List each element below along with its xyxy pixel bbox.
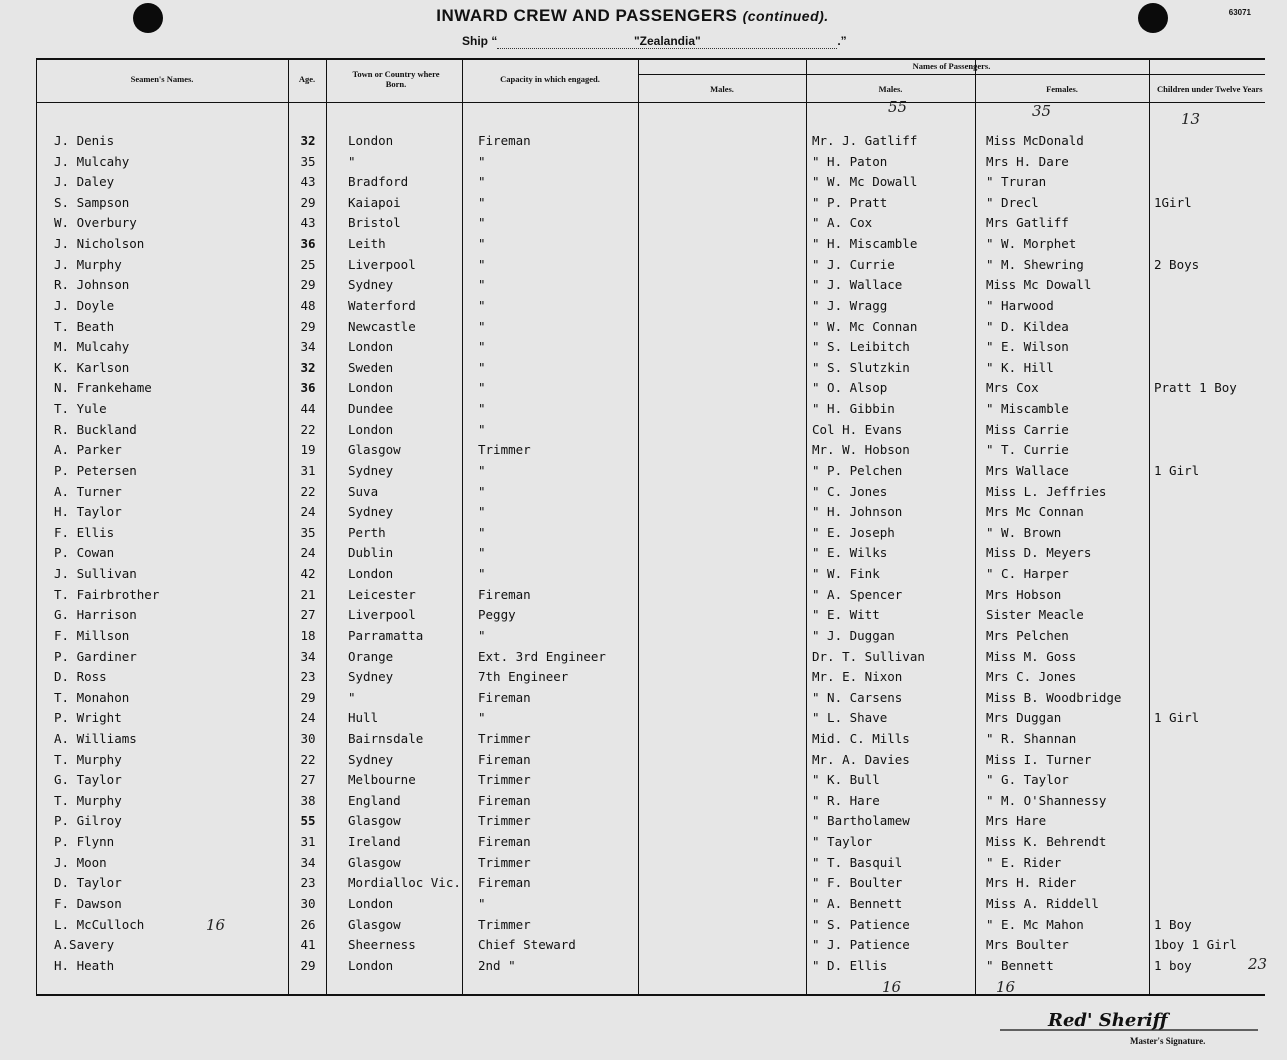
seaman-name: H. Taylor [54, 504, 122, 520]
header-seamen-names: Seamen's Names. [130, 74, 194, 84]
col-rule [975, 60, 976, 994]
ship-name: "Zealandia" [497, 34, 837, 49]
seaman-age: 43 [300, 174, 316, 190]
seaman-birthplace: England [348, 792, 401, 808]
seaman-birthplace: Perth [348, 524, 386, 540]
passenger-male: Mr. W. Hobson [812, 442, 910, 458]
seaman-name: D. Taylor [54, 875, 122, 891]
seaman-birthplace: Sydney [348, 462, 394, 478]
passenger-female: Mrs Cox [986, 380, 1039, 396]
seaman-name: P. Gardiner [54, 648, 137, 664]
seaman-age: 43 [300, 215, 316, 231]
passenger-male: " J. Wallace [812, 277, 903, 293]
seaman-age: 30 [300, 895, 316, 911]
seaman-age: 29 [300, 194, 316, 210]
seaman-birthplace: Liverpool [348, 607, 416, 623]
seaman-name: J. Mulcahy [54, 153, 130, 169]
passenger-female: Mrs H. Dare [986, 153, 1069, 169]
seaman-capacity: Fireman [478, 586, 531, 602]
seaman-name: T. Fairbrother [54, 586, 160, 602]
seaman-name: J. Doyle [54, 297, 115, 313]
seaman-name: M. Mulcahy [54, 339, 130, 355]
passenger-male: " S. Leibitch [812, 339, 910, 355]
passenger-female: " Harwood [986, 297, 1054, 313]
seaman-birthplace: London [348, 133, 394, 148]
seaman-capacity: " [478, 566, 486, 582]
seaman-name: J. Moon [54, 854, 107, 870]
passenger-female: Miss K. Behrendt [986, 834, 1107, 850]
passenger-male: " Bartholamew [812, 813, 910, 829]
seaman-birthplace: " [348, 689, 356, 705]
signature-block [1000, 1008, 1260, 1034]
passenger-male: " H. Miscamble [812, 236, 918, 252]
seaman-age: 36 [300, 380, 316, 396]
seaman-capacity: " [478, 421, 486, 437]
seaman-capacity: Ext. 3rd Engineer [478, 648, 606, 664]
seaman-birthplace: Bradford [348, 174, 409, 190]
seaman-capacity: Trimmer [478, 813, 531, 829]
seaman-name: F. Millson [54, 627, 130, 643]
seaman-birthplace: Glasgow [348, 442, 401, 458]
passenger-male: " E. Wilks [812, 545, 888, 561]
seaman-age: 26 [300, 916, 316, 932]
seaman-capacity: " [478, 462, 486, 478]
seaman-birthplace: Melbourne [348, 772, 416, 788]
ship-label: Ship “ [462, 34, 498, 48]
seaman-age: 18 [300, 627, 316, 643]
passenger-female: Miss Carrie [986, 421, 1069, 437]
tally-males: 55 [888, 98, 908, 116]
passenger-female: " D. Kildea [986, 318, 1069, 334]
seaman-name: T. Yule [54, 401, 107, 417]
passenger-male: " A. Bennett [812, 895, 903, 911]
seaman-capacity: Fireman [478, 689, 531, 705]
passenger-female: Mrs Pelchen [986, 627, 1069, 643]
col-rule [36, 60, 37, 994]
seaman-birthplace: Dublin [348, 545, 394, 561]
header-age: Age. [298, 74, 316, 84]
seaman-capacity: " [478, 483, 486, 499]
seaman-capacity: " [478, 256, 486, 272]
seaman-birthplace: Parramatta [348, 627, 424, 643]
seaman-name: L. McCulloch [54, 916, 145, 932]
passenger-female: " Bennett [986, 957, 1054, 973]
seaman-age: 27 [300, 772, 316, 788]
seaman-name: H. Heath [54, 957, 115, 973]
seaman-capacity: Chief Steward [478, 937, 576, 953]
seaman-name: J. Sullivan [54, 566, 137, 582]
passenger-female: Mrs Hobson [986, 586, 1062, 602]
passenger-female: " R. Shannan [986, 730, 1077, 746]
passenger-male: " Taylor [812, 834, 873, 850]
seaman-name: K. Karlson [54, 359, 130, 375]
seaman-name: R. Buckland [54, 421, 137, 437]
header-males-2: Males. [878, 84, 903, 94]
seaman-name: W. Overbury [54, 215, 137, 231]
seaman-birthplace: Orange [348, 648, 394, 664]
seaman-capacity: Fireman [478, 751, 531, 767]
header-town: Town or Country where Born. [352, 69, 440, 89]
seaman-name: T. Murphy [54, 751, 122, 767]
passenger-female: Mrs Wallace [986, 462, 1069, 478]
seaman-age: 38 [300, 792, 316, 808]
seaman-birthplace: London [348, 339, 394, 355]
seaman-age: 35 [300, 153, 316, 169]
passenger-male: " F. Boulter [812, 875, 903, 891]
seaman-age: 29 [300, 318, 316, 334]
passenger-header-rule [638, 74, 1265, 75]
seaman-age: 30 [300, 730, 316, 746]
passenger-male: " C. Jones [812, 483, 888, 499]
passenger-female: Miss B. Woodbridge [986, 689, 1122, 705]
seaman-capacity: " [478, 524, 486, 540]
seaman-birthplace: Sweden [348, 359, 394, 375]
seaman-birthplace: Sydney [348, 277, 394, 293]
seaman-capacity: " [478, 710, 486, 726]
seaman-name: A.Savery [54, 937, 115, 953]
passenger-female: " T. Currie [986, 442, 1069, 458]
seaman-capacity: 2nd " [478, 957, 516, 973]
passenger-children: 2 Boys [1154, 256, 1200, 272]
passenger-male: " T. Basquil [812, 854, 903, 870]
seaman-capacity: " [478, 174, 486, 190]
passenger-male: " A. Spencer [812, 586, 903, 602]
seaman-birthplace: Dundee [348, 401, 394, 417]
passenger-female: Sister Meacle [986, 607, 1084, 623]
seaman-birthplace: Sydney [348, 504, 394, 520]
passenger-female: Miss L. Jeffries [986, 483, 1107, 499]
seaman-age: 19 [300, 442, 316, 458]
seaman-age: 22 [300, 483, 316, 499]
seaman-age: 23 [300, 875, 316, 891]
passenger-male: " H. Paton [812, 153, 888, 169]
page-title [0, 6, 1265, 26]
seaman-name: D. Ross [54, 669, 107, 685]
seaman-name: P. Gilroy [54, 813, 122, 829]
passenger-male: " R. Hare [812, 792, 880, 808]
row-tally: 16 [206, 916, 226, 934]
seaman-capacity: Peggy [478, 607, 516, 623]
passenger-female: " W. Morphet [986, 236, 1077, 252]
seaman-capacity: " [478, 153, 486, 169]
seaman-capacity: " [478, 504, 486, 520]
title-suffix: (continued). [742, 8, 829, 24]
passenger-female: " W. Brown [986, 524, 1062, 540]
passenger-male: " O. Alsop [812, 380, 888, 396]
seaman-name: J. Murphy [54, 256, 122, 272]
passenger-female: " E. Wilson [986, 339, 1069, 355]
seaman-capacity: Fireman [478, 834, 531, 850]
seaman-birthplace: Suva [348, 483, 379, 499]
passenger-children: 1Girl [1154, 194, 1192, 210]
seaman-age: 31 [300, 834, 316, 850]
seaman-age: 32 [300, 133, 316, 148]
header-bottom-rule [36, 102, 1265, 103]
passenger-children: 1 Girl [1154, 462, 1200, 478]
seaman-name: S. Sampson [54, 194, 130, 210]
seaman-age: 44 [300, 401, 316, 417]
seaman-birthplace: Ireland [348, 834, 401, 850]
seaman-birthplace: London [348, 957, 394, 973]
seaman-age: 21 [300, 586, 316, 602]
passenger-male: Mr. E. Nixon [812, 669, 903, 685]
seaman-capacity: " [478, 215, 486, 231]
seaman-birthplace: Sydney [348, 669, 394, 685]
seaman-birthplace: Sheerness [348, 937, 416, 953]
seaman-name: R. Johnson [54, 277, 130, 293]
ship-line [462, 34, 847, 49]
passenger-children: Pratt 1 Boy [1154, 380, 1237, 396]
seaman-age: 34 [300, 339, 316, 355]
seaman-age: 31 [300, 462, 316, 478]
seaman-age: 25 [300, 256, 316, 272]
seaman-capacity: Fireman [478, 875, 531, 891]
col-rule [806, 60, 807, 994]
seaman-capacity: Fireman [478, 133, 531, 148]
passenger-male: " K. Bull [812, 772, 880, 788]
tally-females: 35 [1032, 102, 1052, 120]
seaman-capacity: Trimmer [478, 442, 531, 458]
seaman-birthplace: " [348, 153, 356, 169]
seaman-capacity: " [478, 236, 486, 252]
passenger-female: Mrs C. Jones [986, 669, 1077, 685]
passenger-male: " P. Pelchen [812, 462, 903, 478]
seaman-birthplace: Newcastle [348, 318, 416, 334]
passenger-male: " W. Mc Dowall [812, 174, 918, 190]
passenger-male: Mid. C. Mills [812, 730, 910, 746]
seaman-birthplace: Glasgow [348, 813, 401, 829]
seaman-birthplace: Bairnsdale [348, 730, 424, 746]
seaman-birthplace: London [348, 380, 394, 396]
seaman-name: P. Wright [54, 710, 122, 726]
seaman-birthplace: London [348, 566, 394, 582]
seaman-birthplace: Glasgow [348, 916, 401, 932]
passenger-female: Mrs Gatliff [986, 215, 1069, 231]
passenger-female: " E. Mc Mahon [986, 916, 1084, 932]
seaman-age: 24 [300, 504, 316, 520]
seaman-name: P. Cowan [54, 545, 115, 561]
passenger-children: 1 boy [1154, 957, 1192, 973]
header-passengers: Names of Passengers. [912, 61, 991, 71]
seaman-age: 24 [300, 710, 316, 726]
passenger-female: Miss McDonald [986, 133, 1084, 148]
seaman-birthplace: Waterford [348, 297, 416, 313]
passenger-male: " P. Pratt [812, 194, 888, 210]
seaman-name: F. Dawson [54, 895, 122, 911]
seaman-name: A. Turner [54, 483, 122, 499]
passenger-male: " J. Duggan [812, 627, 895, 643]
seaman-name: F. Ellis [54, 524, 115, 540]
passenger-female: Miss M. Goss [986, 648, 1077, 664]
passenger-male: " E. Joseph [812, 524, 895, 540]
seaman-capacity: " [478, 895, 486, 911]
seaman-age: 27 [300, 607, 316, 623]
seaman-age: 34 [300, 854, 316, 870]
tally-children: 13 [1181, 110, 1201, 128]
tally-foot-females: 16 [996, 978, 1016, 996]
seaman-capacity: " [478, 401, 486, 417]
passenger-female: " Truran [986, 174, 1047, 190]
seaman-birthplace: Kaiapoi [348, 194, 401, 210]
passenger-female: " M. Shewring [986, 256, 1084, 272]
signature: Red' Sheriff [1048, 1010, 1168, 1031]
passenger-children: 1boy 1 Girl [1154, 937, 1237, 953]
passenger-male: " D. Ellis [812, 957, 888, 973]
passenger-female: " E. Rider [986, 854, 1062, 870]
passenger-male: " S. Patience [812, 916, 910, 932]
seaman-name: A. Parker [54, 442, 122, 458]
passenger-male: " W. Mc Connan [812, 318, 918, 334]
passenger-male: Mr. A. Davies [812, 751, 910, 767]
passenger-female: " G. Taylor [986, 772, 1069, 788]
page-mark: 23 [1248, 955, 1268, 973]
passenger-female: Mrs Boulter [986, 937, 1069, 953]
seaman-capacity: 7th Engineer [478, 669, 569, 685]
seaman-name: G. Taylor [54, 772, 122, 788]
seaman-capacity: Trimmer [478, 772, 531, 788]
col-rule [1149, 60, 1150, 994]
passenger-male: " S. Slutzkin [812, 359, 910, 375]
passenger-male: Mr. J. Gatliff [812, 133, 918, 148]
passenger-male: Col H. Evans [812, 421, 903, 437]
seaman-name: G. Harrison [54, 607, 137, 623]
passenger-male: " H. Gibbin [812, 401, 895, 417]
seaman-name: P. Petersen [54, 462, 137, 478]
seaman-age: 32 [300, 359, 316, 375]
passenger-female: Mrs H. Rider [986, 875, 1077, 891]
seaman-birthplace: Leith [348, 236, 386, 252]
passenger-male: " N. Carsens [812, 689, 903, 705]
seaman-age: 22 [300, 751, 316, 767]
seaman-age: 29 [300, 277, 316, 293]
seaman-birthplace: London [348, 895, 394, 911]
col-rule [638, 60, 639, 994]
passenger-children: 1 Boy [1154, 916, 1192, 932]
passenger-children: 1 Girl [1154, 710, 1200, 726]
master-signature-label: Master's Signature. [1130, 1036, 1206, 1046]
seaman-name: J. Daley [54, 174, 115, 190]
form-number: 63071 [1228, 8, 1251, 17]
seaman-capacity: " [478, 318, 486, 334]
passenger-female: Mrs Mc Connan [986, 504, 1084, 520]
seaman-birthplace: Bristol [348, 215, 401, 231]
col-rule [462, 60, 463, 994]
seaman-birthplace: Mordialloc Vic. [348, 875, 461, 891]
passenger-female: " Miscamble [986, 401, 1069, 417]
ship-close: .” [837, 34, 847, 48]
header-capacity: Capacity in which engaged. [500, 74, 600, 84]
passenger-female: Miss A. Riddell [986, 895, 1099, 911]
passenger-female: Miss I. Turner [986, 751, 1092, 767]
seaman-birthplace: Glasgow [348, 854, 401, 870]
seaman-birthplace: London [348, 421, 394, 437]
seaman-age: 22 [300, 421, 316, 437]
seaman-age: 24 [300, 545, 316, 561]
seaman-age: 29 [300, 957, 316, 973]
passenger-male: " E. Witt [812, 607, 880, 623]
passenger-female: " M. O'Shannessy [986, 792, 1107, 808]
seaman-name: J. Nicholson [54, 236, 145, 252]
seaman-age: 48 [300, 297, 316, 313]
seaman-age: 55 [300, 813, 316, 829]
passenger-male: " H. Johnson [812, 504, 903, 520]
seaman-capacity: Trimmer [478, 854, 531, 870]
seaman-age: 36 [300, 236, 316, 252]
seaman-age: 42 [300, 566, 316, 582]
seaman-capacity: " [478, 627, 486, 643]
seaman-capacity: " [478, 380, 486, 396]
seaman-capacity: " [478, 545, 486, 561]
seaman-birthplace: Sydney [348, 751, 394, 767]
passenger-female: Miss Mc Dowall [986, 277, 1092, 293]
seaman-capacity: " [478, 359, 486, 375]
passenger-male: " L. Shave [812, 710, 888, 726]
seaman-name: A. Williams [54, 730, 137, 746]
seaman-age: 29 [300, 689, 316, 705]
seaman-birthplace: Liverpool [348, 256, 416, 272]
seaman-age: 34 [300, 648, 316, 664]
seaman-name: J. Denis [54, 133, 115, 148]
seaman-capacity: " [478, 277, 486, 293]
seaman-age: 35 [300, 524, 316, 540]
passenger-female: " Drecl [986, 194, 1039, 210]
passenger-female: " K. Hill [986, 359, 1054, 375]
seaman-age: 41 [300, 937, 316, 953]
seaman-capacity: Trimmer [478, 916, 531, 932]
passenger-male: " J. Wragg [812, 297, 888, 313]
seaman-age: 23 [300, 669, 316, 685]
passenger-female: Miss D. Meyers [986, 545, 1092, 561]
seaman-birthplace: Leicester [348, 586, 416, 602]
seaman-name: T. Beath [54, 318, 115, 334]
seaman-capacity: " [478, 297, 486, 313]
seaman-capacity: Fireman [478, 792, 531, 808]
seaman-capacity: " [478, 194, 486, 210]
header-females: Females. [1046, 84, 1078, 94]
passenger-male: " A. Cox [812, 215, 873, 231]
title-text: INWARD CREW AND PASSENGERS [436, 6, 738, 25]
passenger-female: " C. Harper [986, 566, 1069, 582]
seaman-name: T. Monahon [54, 689, 130, 705]
passenger-male: " W. Fink [812, 566, 880, 582]
crew-passenger-table [36, 58, 1268, 996]
passenger-male: Dr. T. Sullivan [812, 648, 925, 664]
seaman-name: T. Murphy [54, 792, 122, 808]
seaman-name: N. Frankehame [54, 380, 152, 396]
seaman-name: P. Flynn [54, 834, 115, 850]
seaman-capacity: Trimmer [478, 730, 531, 746]
passenger-male: " J. Patience [812, 937, 910, 953]
header-children: Children under Twelve Years [1157, 84, 1263, 94]
passenger-female: Mrs Hare [986, 813, 1047, 829]
passenger-female: Mrs Duggan [986, 710, 1062, 726]
passenger-male: " J. Currie [812, 256, 895, 272]
header-males-1: Males. [710, 84, 734, 94]
tally-foot-males: 16 [882, 978, 902, 996]
seaman-birthplace: Hull [348, 710, 379, 726]
seaman-capacity: " [478, 339, 486, 355]
